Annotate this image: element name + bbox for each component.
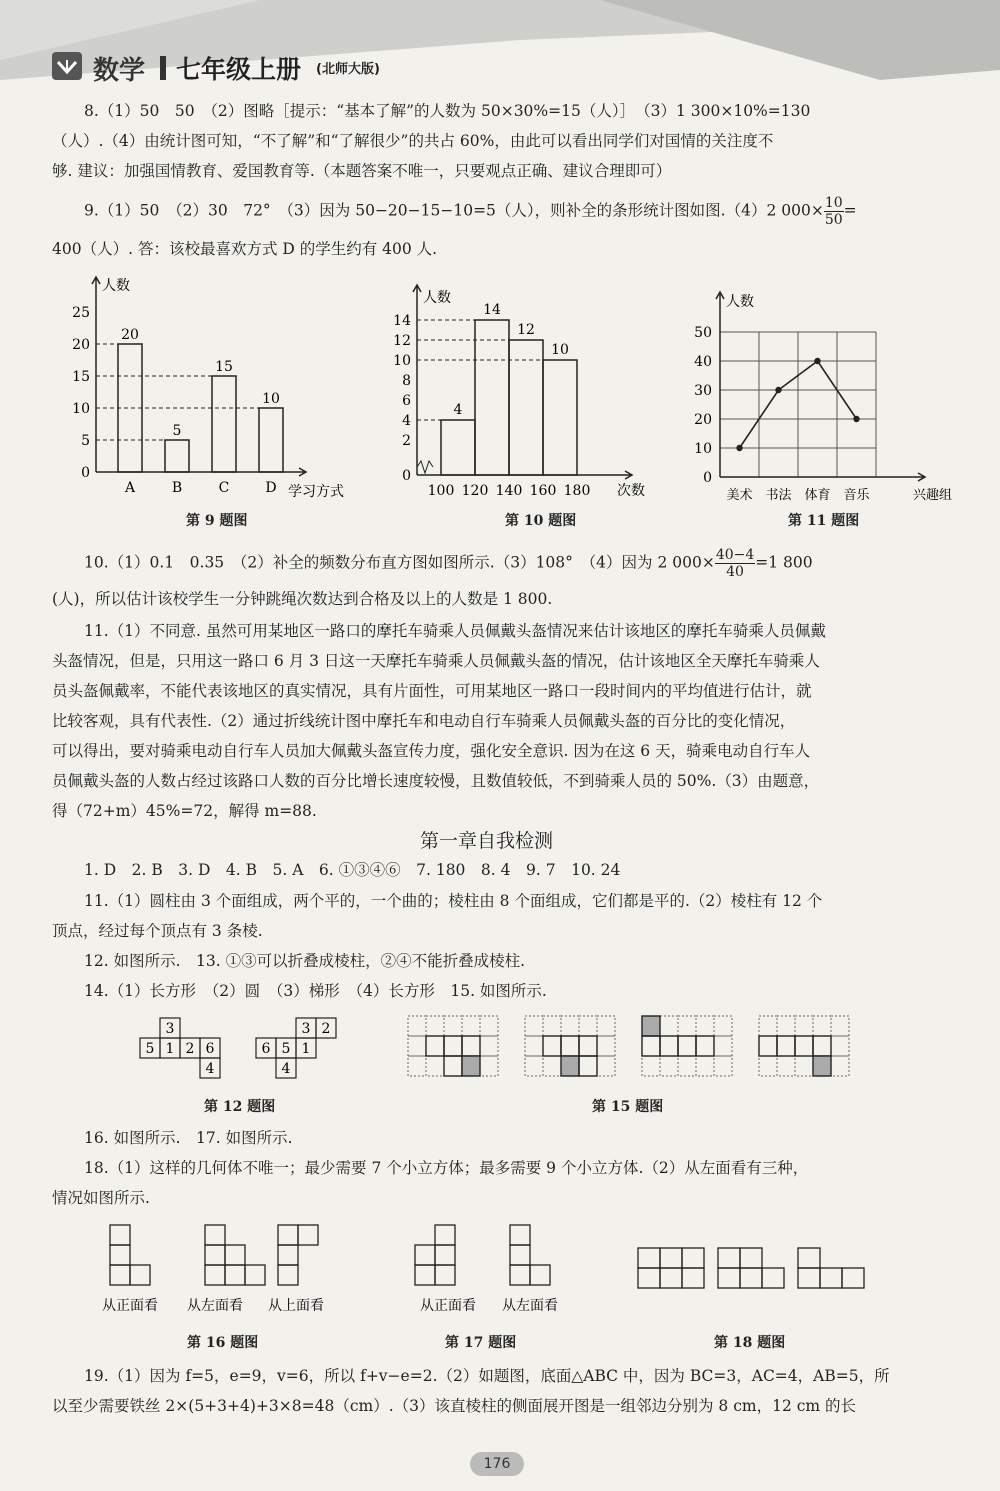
grid-cell <box>462 1036 480 1056</box>
x-tick-label: 书法 <box>765 488 792 503</box>
net1-face: 3 <box>165 1021 175 1037</box>
data-point <box>736 445 742 451</box>
grid-cell <box>696 1016 714 1036</box>
grid-cell <box>759 1036 777 1056</box>
net-cell <box>759 1036 777 1056</box>
grid-cell <box>597 1016 615 1036</box>
subject-title: 数学 <box>93 56 146 86</box>
chart-q10 <box>395 270 655 510</box>
grid-cell <box>597 1036 615 1056</box>
data-point <box>853 416 859 422</box>
net-cell <box>444 1036 462 1056</box>
origin-label: 0 <box>402 468 411 484</box>
net2-face: 2 <box>321 1021 331 1037</box>
net-cell <box>579 1056 597 1076</box>
net-cell <box>696 1036 714 1056</box>
y-tick-label: 10 <box>72 401 90 417</box>
x-tick-label: D <box>265 480 277 496</box>
grid-cell <box>795 1036 813 1056</box>
grid-cell <box>759 1056 777 1076</box>
q19-line1: 19.（1）因为 f=5，e=9，v=6，所以 f+v−e=2.（2）如题图，底面△ABC 中，因为 BC=3，AC=4，AB=5，所 <box>84 1367 890 1385</box>
grid-cell <box>543 1016 561 1036</box>
caption-q10: 第 10 题图 <box>505 513 577 529</box>
q10-fraction: $\frac{40-4}{40}$ <box>715 547 755 580</box>
x-tick-label: 160 <box>529 483 557 499</box>
grid-cell <box>831 1056 849 1076</box>
grid-cell <box>525 1036 543 1056</box>
x-tick-label: 180 <box>563 483 591 499</box>
grids-q15 <box>404 1012 864 1082</box>
data-label: 5 <box>172 423 182 439</box>
grid-cell <box>444 1016 462 1036</box>
net-cell <box>462 1036 480 1056</box>
y-tick-label: 50 <box>694 325 712 341</box>
x-axis-label: 次数 <box>617 483 645 499</box>
y-tick-label: 0 <box>703 470 712 486</box>
net-cell <box>660 1036 678 1056</box>
q9-line1: 9.（1）50 （2）30 72° （3）因为 50−20−15−10=5（人），则补全的条形统计图如图.（4）2 000× $\frac{10}{50}$ = <box>84 195 857 228</box>
bar <box>212 376 236 472</box>
q16-q17: 16. 如图所示. 17. 如图所示. <box>84 1129 293 1147</box>
bar <box>165 440 189 472</box>
grid-cell <box>678 1036 696 1056</box>
net-cell <box>813 1036 831 1056</box>
data-point <box>775 387 781 393</box>
caption-q12: 第 12 题图 <box>204 1099 276 1115</box>
grid-cell <box>813 1016 831 1036</box>
grid-cell <box>480 1036 498 1056</box>
net2-face: 6 <box>261 1041 271 1057</box>
x-tick-label: C <box>218 480 230 496</box>
q10-line2: (人)，所以估计该校学生一分钟跳绳次数达到合格及以上的人数是 1 800. <box>52 590 553 608</box>
q11-line4: 比较客观，具有代表性.（2）通过折线统计图中摩托车和电动自行车骑乘人员佩戴头盔的百分比的变化情况， <box>52 712 796 730</box>
view-label: 从上面看 <box>268 1298 324 1314</box>
grid-cell <box>480 1056 498 1076</box>
grid-cell <box>426 1056 444 1076</box>
net-cell <box>642 1036 660 1056</box>
q11-line3: 员头盔佩戴率，不能代表该地区的真实情况，具有片面性，可用某地区一路口一段时间内的平均值进行估计，就 <box>52 682 812 700</box>
net1-face: 4 <box>205 1061 215 1077</box>
grid-cell <box>660 1016 678 1036</box>
net-cell <box>642 1016 660 1036</box>
net-cell <box>777 1036 795 1056</box>
x-tick-label: 100 <box>427 483 455 499</box>
q11-line5: 可以得出，要对骑乘电动自行车人员加大佩戴头盔宣传力度，强化安全意识. 因为在这 6 天，骑乘电动自行车人 <box>52 742 811 760</box>
grid-cell <box>525 1016 543 1036</box>
net-cell <box>426 1036 444 1056</box>
grid-cell <box>660 1036 678 1056</box>
grid-cell <box>579 1036 597 1056</box>
y-axis-label: 人数 <box>726 294 754 310</box>
x-axis-label: 学习方式 <box>288 484 344 500</box>
grid-cell <box>678 1056 696 1076</box>
page-number: 176 <box>470 1452 524 1476</box>
q18-line2: 情况如图所示. <box>52 1189 150 1207</box>
grid-cell <box>543 1036 561 1056</box>
grid-cell <box>795 1016 813 1036</box>
grid-cell <box>696 1056 714 1076</box>
grid-cell <box>579 1056 597 1076</box>
y-tick-label: 20 <box>694 412 712 428</box>
grid-cell <box>714 1056 732 1076</box>
y-tick-label: 12 <box>393 333 411 349</box>
y-tick-label: 2 <box>402 433 411 449</box>
caption-q15: 第 15 题图 <box>592 1099 664 1115</box>
net1-face: 5 <box>145 1041 155 1057</box>
y-tick-label: 30 <box>694 383 712 399</box>
grid-cell <box>579 1016 597 1036</box>
grid-cell <box>543 1056 561 1076</box>
q11-line6: 员佩戴头盔的人数占经过该路口人数的百分比增长速度较慢，且数值较低，不到骑乘人员的 50%.（3）由题意， <box>52 772 820 790</box>
net-cell <box>678 1036 696 1056</box>
net-cell <box>561 1056 579 1076</box>
net-cell <box>813 1056 831 1076</box>
y-tick-label: 0 <box>81 465 90 481</box>
grid-cell <box>678 1016 696 1036</box>
x-axis-label: 兴趣组 <box>913 488 953 503</box>
chart-q11 <box>690 270 953 510</box>
q9-fraction: $\frac{10}{50}$ <box>824 195 843 228</box>
net2-face: 4 <box>281 1061 291 1077</box>
net2-face: 1 <box>301 1041 311 1057</box>
data-label: 15 <box>215 359 233 375</box>
q8-line2: （人）.（4）由统计图可知，“不了解”和“了解很少”的共占 60%，由此可以看出同学们对国情的关注度不 <box>52 132 774 150</box>
y-tick-label: 25 <box>72 305 90 321</box>
grid-cell <box>777 1056 795 1076</box>
grid-cell <box>831 1036 849 1056</box>
axis-break-icon <box>417 461 433 473</box>
net-cell <box>561 1036 579 1056</box>
net2-face: 3 <box>301 1021 311 1037</box>
y-tick-label: 5 <box>81 433 90 449</box>
data-label: 12 <box>517 322 535 338</box>
q11b-line1: 11.（1）圆柱由 3 个面组成，两个平的，一个曲的；棱柱由 8 个面组成，它们都是平的.（2）棱柱有 12 个 <box>84 892 823 910</box>
grid-cell <box>777 1036 795 1056</box>
section-title: 第一章自我检测 <box>420 830 554 852</box>
caption-q16: 第 16 题图 <box>187 1335 259 1351</box>
q12-q13: 12. 如图所示. 13. ①③可以折叠成棱柱，②④不能折叠成棱柱. <box>84 952 526 970</box>
x-tick-label: 音乐 <box>843 488 870 503</box>
y-tick-label: 40 <box>694 354 712 370</box>
choice-answers: 1. D 2. B 3. D 4. B 5. A 6. ①③④⑥ 7. 180 8. 4 9. 7 10. 24 <box>84 861 621 879</box>
q8-line1: 8.（1）50 50 （2）图略［提示：“基本了解”的人数为 50×30%=15（人）］ （3）1 300×10%=130 <box>84 102 811 120</box>
grid-cell <box>660 1056 678 1076</box>
grid-cell <box>480 1016 498 1036</box>
data-label: 10 <box>262 391 280 407</box>
y-tick-label: 10 <box>393 353 411 369</box>
x-tick-label: A <box>124 480 136 496</box>
q18-line1: 18.（1）这样的几何体不唯一；最少需要 7 个小立方体；最多需要 9 个小立方体.（2）从左面看有三种， <box>84 1159 809 1177</box>
x-tick-label: B <box>171 480 183 496</box>
q10-line1: 10.（1）0.1 0.35 （2）补全的频数分布直方图如图所示.（3）108° （4）因为 2 000× $\frac{40-4}{40}$ =1 800 <box>84 547 813 580</box>
view-label: 从正面看 <box>420 1298 476 1314</box>
q8-line3: 够. 建议：加强国情教育、爱国教育等.（本题答案不唯一，只要观点正确、建议合理即可） <box>52 162 672 180</box>
x-tick-label: 120 <box>461 483 489 499</box>
net-cell <box>462 1056 480 1076</box>
view-label: 从左面看 <box>187 1298 243 1314</box>
grid-cell <box>831 1016 849 1036</box>
net-cell <box>543 1036 561 1056</box>
y-tick-label: 20 <box>72 337 90 353</box>
grid-cell <box>408 1016 426 1036</box>
grid-cell <box>462 1016 480 1036</box>
q14-q15: 14.（1）长方形 （2）圆 （3）梯形 （4）长方形 15. 如图所示. <box>84 982 547 1000</box>
divider <box>160 56 166 80</box>
grid-cell <box>426 1036 444 1056</box>
chart-q9 <box>68 270 353 510</box>
nets-q12 <box>136 1018 376 1088</box>
grid-cell <box>444 1036 462 1056</box>
grid-cell <box>642 1036 660 1056</box>
y-tick-label: 8 <box>402 373 411 389</box>
q11-line1: 11.（1）不同意. 虽然可用某地区一路口的摩托车骑乘人员佩戴头盔情况来估计该地区的摩托车骑乘人员佩戴 <box>84 622 826 640</box>
net-cell <box>444 1056 462 1076</box>
grid-cell <box>795 1056 813 1076</box>
data-label: 14 <box>483 302 501 318</box>
grid-cell <box>696 1036 714 1056</box>
q19-line2: 以至少需要铁丝 2×(5+3+4)+3×8=48（cm）.（3）该直棱柱的侧面展开图是一组邻边分别为 8 cm，12 cm 的长 <box>52 1397 857 1415</box>
grid-cell <box>444 1056 462 1076</box>
y-axis-label: 人数 <box>423 290 451 306</box>
y-tick-label: 6 <box>402 393 411 409</box>
bar <box>475 320 509 475</box>
header-banner <box>0 0 1000 90</box>
net1-face: 2 <box>185 1041 195 1057</box>
bar <box>543 360 577 475</box>
views-figures <box>90 1220 870 1330</box>
grid-cell <box>561 1016 579 1036</box>
data-point <box>814 358 820 364</box>
grid-cell <box>759 1016 777 1036</box>
y-tick-label: 15 <box>72 369 90 385</box>
view-label: 从左面看 <box>502 1298 558 1314</box>
grid-cell <box>426 1016 444 1036</box>
net1-face: 6 <box>205 1041 215 1057</box>
data-label: 20 <box>121 327 139 343</box>
net1-face: 1 <box>165 1041 175 1057</box>
grid-cell <box>714 1016 732 1036</box>
grid-cell <box>408 1036 426 1056</box>
q11-line7: 得（72+m）45%=72，解得 m=88. <box>52 802 317 820</box>
data-label: 10 <box>551 342 569 358</box>
bar <box>259 408 283 472</box>
caption-q17: 第 17 题图 <box>445 1335 517 1351</box>
net2-face: 5 <box>281 1041 291 1057</box>
q11b-line2: 顶点，经过每个顶点有 3 条棱. <box>52 922 263 940</box>
grid-cell <box>813 1036 831 1056</box>
bar <box>441 420 475 475</box>
y-axis-label: 人数 <box>102 278 130 294</box>
data-label: 4 <box>453 402 463 418</box>
net-cell <box>579 1036 597 1056</box>
y-tick-label: 14 <box>393 313 411 329</box>
x-tick-label: 140 <box>495 483 523 499</box>
q9-line2: 400（人）. 答：该校最喜欢方式 D 的学生约有 400 人. <box>52 240 438 258</box>
net-cell <box>795 1036 813 1056</box>
page-header <box>0 0 1000 90</box>
grid-cell <box>525 1056 543 1076</box>
grid-cell <box>777 1016 795 1036</box>
y-tick-label: 10 <box>694 441 712 457</box>
caption-q9: 第 9 题图 <box>186 513 248 529</box>
grid-cell <box>597 1056 615 1076</box>
q11-line2: 头盔情况，但是，只用这一路口 6 月 3 日这一天摩托车骑乘人员佩戴头盔的情况，估计该地区全天摩托车骑乘人 <box>52 652 820 670</box>
x-tick-label: 体育 <box>804 488 831 503</box>
book-logo-icon <box>52 52 82 80</box>
grid-cell <box>408 1056 426 1076</box>
caption-q18: 第 18 题图 <box>714 1335 786 1351</box>
y-tick-label: 4 <box>402 413 411 429</box>
view-label: 从正面看 <box>102 1298 158 1314</box>
grade-title: 七年级上册 <box>176 55 302 84</box>
grid-cell <box>714 1036 732 1056</box>
grid-cell <box>642 1056 660 1076</box>
edition-label: (北师大版) <box>316 62 380 77</box>
grid-cell <box>561 1036 579 1056</box>
caption-q11: 第 11 题图 <box>788 513 860 529</box>
x-tick-label: 美术 <box>726 488 753 503</box>
